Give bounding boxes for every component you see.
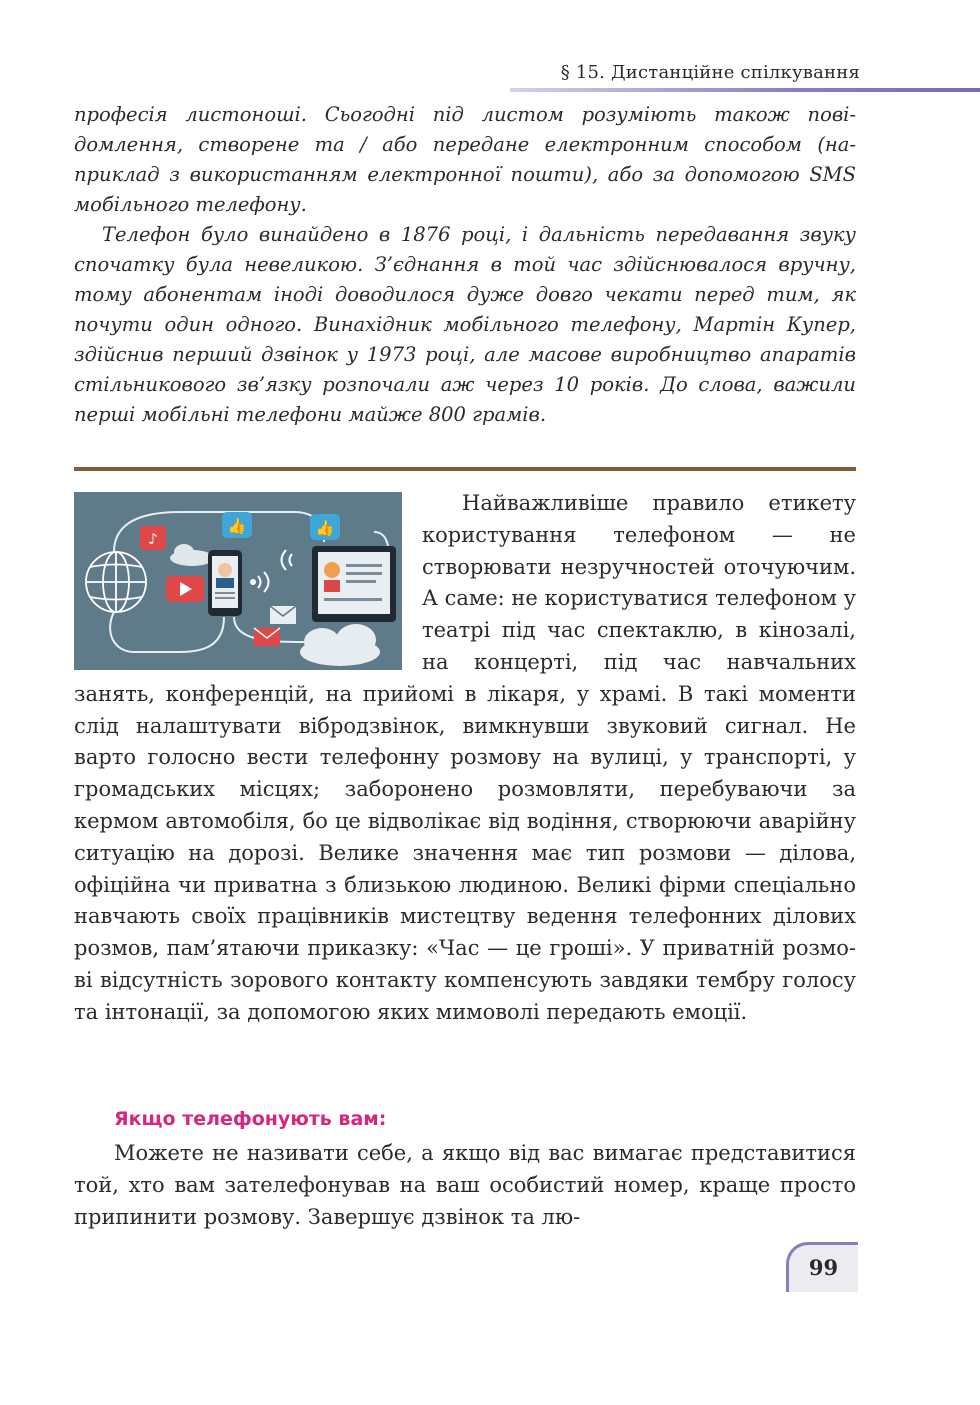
section-subheading: Якщо телефонують вам: bbox=[114, 1108, 387, 1130]
italic-sidebar-text bbox=[74, 100, 856, 430]
section-divider bbox=[74, 467, 856, 471]
svg-text:👍: 👍 bbox=[315, 519, 335, 537]
image-wrap-spacer bbox=[74, 488, 422, 676]
svg-text:👍: 👍 bbox=[227, 517, 247, 535]
svg-text:♪: ♪ bbox=[148, 530, 158, 548]
page-number-badge bbox=[786, 1242, 858, 1292]
header-rule bbox=[510, 88, 980, 92]
main-paragraph-container bbox=[74, 488, 856, 1029]
italic-paragraph-1: професія листоноші. Сьогодні під листом розуміють також повідомлення, створене та / або передане електронним способом (наприклад з використанням електронної пошти), або за допомогою SMS мобільного телефону. bbox=[74, 103, 856, 216]
main-paragraph-2: Можете не називати себе, а якщо від вас вимагає представитися той, хто вам зателефонував на ваш особистий номер, краще просто припинити розмову. Завершує дзвінок та лю- bbox=[74, 1141, 856, 1229]
italic-paragraph-2: Телефон було винайдено в 1876 році, і дальність передавання звуку спочатку була невеликою. З’єднання в той час здійснювалося вручну, тому абонентам іноді доводилося дуже довго чекати перед тим, як почути один одного. Винахідник мобільного телефону, Мартін Купер, здійснив перший дзвінок у 1973 році, але масове виробництво апаратів стільникового зв’язку розпочали аж через 10 років. До слова, важили перші мобільні телефони майже 800 грамів. bbox=[74, 223, 856, 426]
page-number: 99 bbox=[808, 1255, 839, 1280]
main-paragraph-container-2 bbox=[74, 1138, 856, 1233]
main-paragraph-1: Найважливіше правило етикету користування телефоном — не створювати незручностей оточуючим. А саме: не користуватися телефоном у театрі під час спектаклю, в кінозалі, на концерті, під час навчальних занять, конференцій, на прийомі в лікаря, у храмі. В такі моменти слід налаштувати вібродзвінок, вимкнувши звуковий сигнал. Не варто голосно вести телефонну розмову на вулиці, у транспорті, у громадських місцях; заборонено розмовляти, перебуваючи за кермом автомобіля, бо це відволікає від водіння, створюючи аварійну ситуацію на дорозі. Велике значення має тип розмови — ділова, офіційна чи приватна з близькою людиною. Великі фірми спеціально навчають своїх працівників мистецтву ведення телефонних ділових розмов, пам’ятаючи приказку: «Час — це гроші». У приватній розмові відсутність зорового контакту компенсують завдяки тембру голосу та інтонації, за допомогою яких мимоволі передають емоції. bbox=[74, 491, 856, 1024]
running-header: § 15. Дистанційне спілкування bbox=[560, 62, 860, 83]
